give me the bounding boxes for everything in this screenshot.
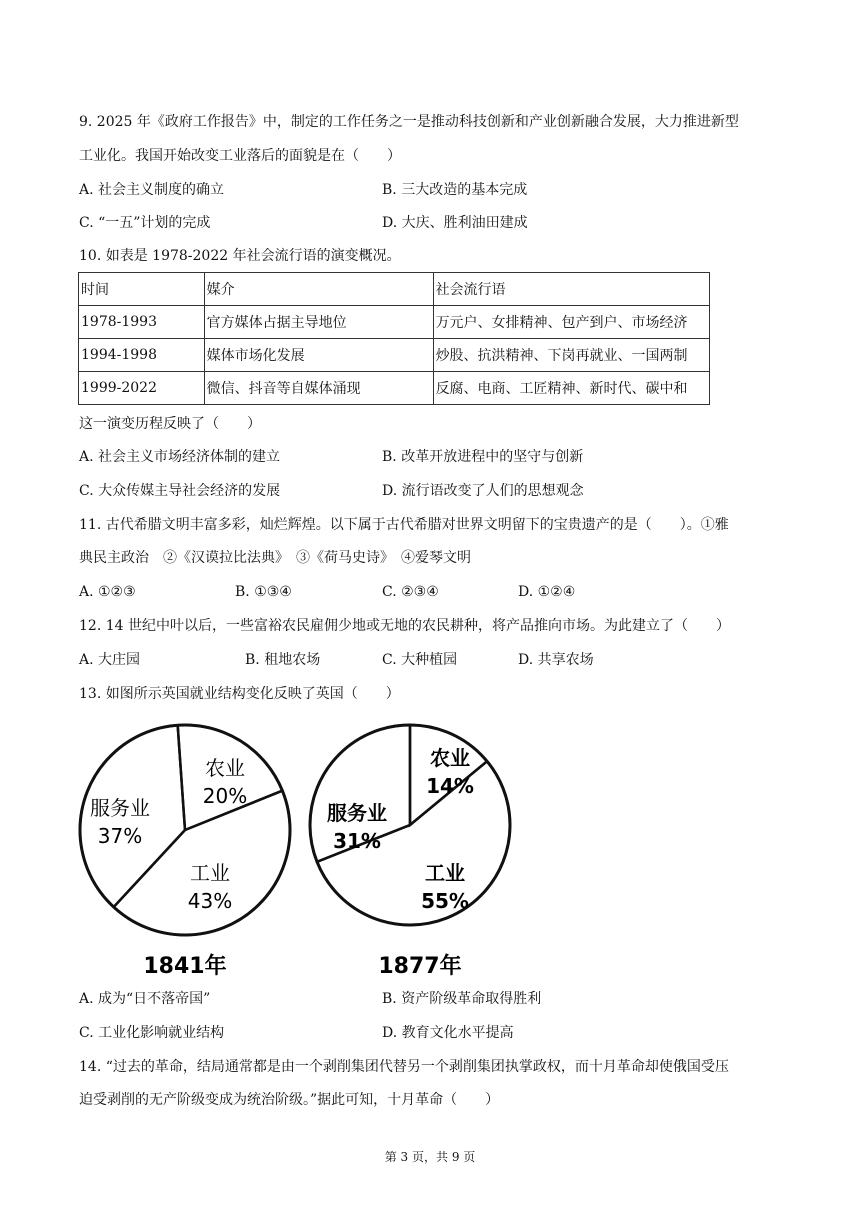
- table-row: [79, 339, 710, 372]
- table-header-cell: 社会流行语: [433, 273, 709, 306]
- pie-slice-label: 37%: [97, 824, 143, 848]
- q12-option-b: B. 租地农场: [245, 652, 321, 668]
- q11-option-d: D. ①②④: [518, 584, 576, 600]
- pie-slice-label: 31%: [333, 829, 381, 853]
- pie-title: 1841年: [143, 954, 227, 979]
- q10-option-d: D. 流行语改变了人们的思想观念: [382, 483, 584, 499]
- pie-slice-name: 农业: [205, 756, 245, 780]
- q12-option-c: C. 大种植园: [382, 652, 458, 668]
- pie-slice-label: 14%: [426, 774, 474, 798]
- pie-slice-name: 农业: [430, 746, 470, 770]
- table-cell: 官方媒体占据主导地位: [204, 306, 433, 339]
- pie-title: 1877年: [378, 954, 462, 979]
- employment-pie-charts: [70, 715, 550, 985]
- table-cell: 1994-1998: [79, 339, 205, 372]
- q9-option-c: C. “一五”计划的完成: [79, 215, 211, 231]
- table-header-cell: 媒介: [204, 273, 433, 306]
- q11-option-c: C. ②③④: [382, 584, 439, 600]
- table-cell: 1978-1993: [79, 306, 205, 339]
- pie-slice-label: 43%: [187, 889, 233, 913]
- q9-stem-line1: 9. 2025 年《政府工作报告》中，制定的工作任务之一是推动科技创新和产业创新融合发展，大力推进新型: [79, 114, 739, 130]
- q11-stem-line2: 典民主政治 ②《汉谟拉比法典》 ③《荷马史诗》 ④爱琴文明: [79, 550, 471, 566]
- q9-option-a: A. 社会主义制度的确立: [79, 182, 225, 198]
- table-cell: 媒体市场化发展: [204, 339, 433, 372]
- q13-option-c: C. 工业化影响就业结构: [79, 1025, 225, 1041]
- pie-slice-label: 20%: [202, 784, 248, 808]
- table-row: [79, 372, 710, 405]
- q13-stem: 13. 如图所示英国就业结构变化反映了英国（ ）: [79, 686, 400, 702]
- table-cell: 微信、抖音等自媒体涌现: [204, 372, 433, 405]
- pie-slice-name: 服务业: [90, 796, 150, 820]
- q10-option-a: A. 社会主义市场经济体制的建立: [79, 449, 281, 465]
- q9-option-d: D. 大庆、胜利油田建成: [382, 215, 528, 231]
- q9-option-b: B. 三大改造的基本完成: [382, 182, 528, 198]
- q11-option-a: A. ①②③: [79, 584, 136, 600]
- q9-stem-line2: 工业化。我国开始改变工业落后的面貌是在（ ）: [79, 148, 401, 164]
- table-cell: 反腐、电商、工匠精神、新时代、碳中和: [433, 372, 709, 405]
- q14-stem-line2: 迫受剥削的无产阶级变成为统治阶级。”据此可知，十月革命（ ）: [79, 1092, 500, 1108]
- table-cell: 万元户、女排精神、包产到户、市场经济: [433, 306, 709, 339]
- q10-option-b: B. 改革开放进程中的坚守与创新: [382, 449, 584, 465]
- q10-stem: 10. 如表是 1978-2022 年社会流行语的演变概况。: [79, 248, 401, 264]
- pie-slice-name: 工业: [425, 861, 465, 885]
- table-header-row: [79, 273, 710, 306]
- q11-stem-line1: 11. 古代希腊文明丰富多彩，灿烂辉煌。以下属于古代希腊对世界文明留下的宝贵遗产的是（ ）。①雅: [79, 517, 729, 533]
- q12-option-d: D. 共享农场: [518, 652, 594, 668]
- q11-option-b: B. ①③④: [235, 584, 292, 600]
- table-cell: 炒股、抗洪精神、下岗再就业、一国两制: [433, 339, 709, 372]
- table-cell: 1999-2022: [79, 372, 205, 405]
- q13-option-a: A. 成为“日不落帝国”: [79, 991, 211, 1007]
- q13-option-d: D. 教育文化水平提高: [382, 1025, 514, 1041]
- page-footer: 第 3 页，共 9 页: [384, 1150, 476, 1164]
- slogan-table: [78, 272, 710, 405]
- pie-slice-name: 服务业: [327, 801, 387, 825]
- q10-followup: 这一演变历程反映了（ ）: [79, 416, 261, 432]
- pie-slice-name: 工业: [190, 861, 230, 885]
- q13-option-b: B. 资产阶级革命取得胜利: [382, 991, 542, 1007]
- q10-option-c: C. 大众传媒主导社会经济的发展: [79, 483, 281, 499]
- q12-stem: 12. 14 世纪中叶以后，一些富裕农民雇佣少地或无地的农民耕种，将产品推向市场。为此建立了（ ）: [79, 618, 730, 634]
- pie-slice-label: 55%: [421, 889, 469, 913]
- q12-option-a: A. 大庄园: [79, 652, 141, 668]
- q14-stem-line1: 14. “过去的革命，结局通常都是由一个剥削集团代替另一个剥削集团执掌政权，而十月革命却使俄国受压: [79, 1059, 729, 1075]
- table-header-cell: 时间: [79, 273, 205, 306]
- table-row: [79, 306, 710, 339]
